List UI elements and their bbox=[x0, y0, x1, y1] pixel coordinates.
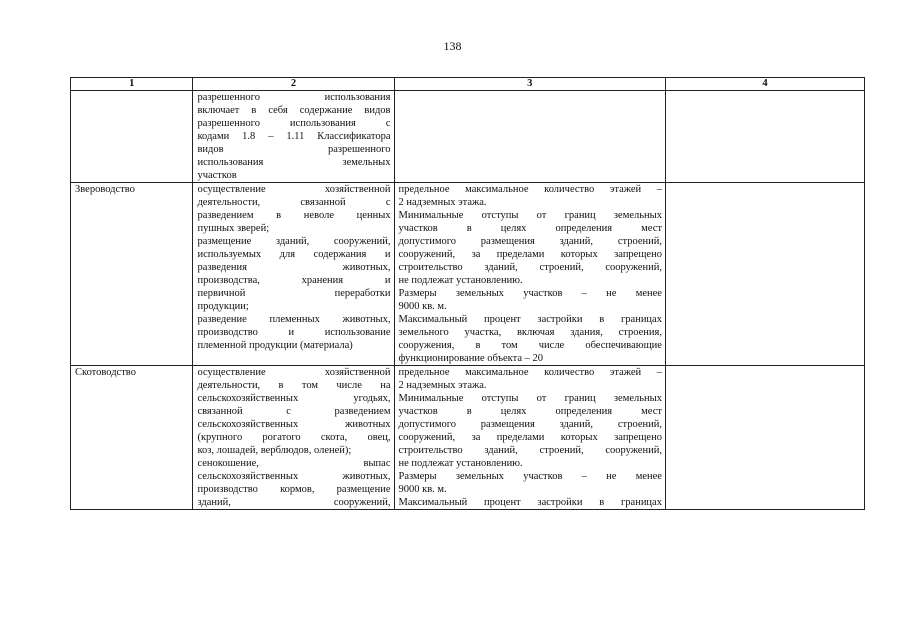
description-line: сельскохозяйственных животных bbox=[197, 419, 391, 430]
parameter-line: Минимальные отступы от границ земельных bbox=[398, 210, 662, 221]
column-4-cell bbox=[665, 366, 864, 510]
parameters-cell bbox=[394, 183, 665, 366]
parameter-line: сооружений, за пределами которых запрещено bbox=[398, 249, 662, 260]
parameter-line: 9000 кв. м. bbox=[398, 484, 447, 495]
parameter-line: Максимальный процент застройки в границах bbox=[398, 314, 662, 325]
description-line: деятельности, связанной с bbox=[197, 197, 391, 208]
description-line: участков bbox=[197, 170, 237, 181]
table-row bbox=[71, 183, 865, 366]
description-line: (крупного рогатого скота, овец, bbox=[197, 432, 391, 443]
land-use-table bbox=[70, 77, 865, 510]
description-line: осуществление хозяйственной bbox=[197, 367, 391, 378]
description-cell bbox=[193, 91, 394, 183]
description-line: деятельности, в том числе на bbox=[197, 380, 391, 391]
table-body bbox=[71, 91, 865, 510]
column-header-4: 4 bbox=[665, 78, 864, 91]
parameters-cell bbox=[394, 366, 665, 510]
description-cell bbox=[193, 183, 394, 366]
parameter-line: 2 надземных этажа. bbox=[398, 380, 487, 391]
description-line: разрешенного использования с bbox=[197, 118, 391, 129]
parameter-line: допустимого размещения зданий, строений, bbox=[398, 419, 662, 430]
column-header-1: 1 bbox=[71, 78, 193, 91]
description-line: разведением в неволе ценных bbox=[197, 210, 391, 221]
parameter-line: предельное максимальное количество этажей – bbox=[398, 184, 662, 195]
column-header-3: 3 bbox=[394, 78, 665, 91]
land-use-type-cell: Звероводство bbox=[71, 183, 193, 366]
parameter-line: Размеры земельных участков – не менее bbox=[398, 288, 662, 299]
description-line: сенокошение, выпас bbox=[197, 458, 391, 469]
description-line: продукции; bbox=[197, 301, 249, 312]
description-line: размещение зданий, сооружений, bbox=[197, 236, 391, 247]
description-line: производство и использование bbox=[197, 327, 391, 338]
table-row bbox=[71, 91, 865, 183]
parameter-line: не подлежат установлению. bbox=[398, 275, 523, 286]
parameter-line: функционирование объекта – 20 bbox=[398, 353, 544, 364]
description-line: кодами 1.8 – 1.11 Классификатора bbox=[197, 131, 391, 142]
description-cell bbox=[193, 366, 394, 510]
parameter-line: допустимого размещения зданий, строений, bbox=[398, 236, 662, 247]
table-row bbox=[71, 366, 865, 510]
column-4-cell bbox=[665, 183, 864, 366]
land-use-type-cell bbox=[71, 91, 193, 183]
parameter-line: предельное максимальное количество этажей – bbox=[398, 367, 662, 378]
parameter-line: сооружений, за пределами которых запрещено bbox=[398, 432, 662, 443]
description-line: сельскохозяйственных животных, bbox=[197, 471, 391, 482]
parameter-line: 2 надземных этажа. bbox=[398, 197, 487, 208]
land-use-type-cell: Скотоводство bbox=[71, 366, 193, 510]
table-header-row bbox=[71, 78, 865, 91]
parameter-line: земельного участка, включая здания, строения, bbox=[398, 327, 662, 338]
description-line: производства, хранения и bbox=[197, 275, 391, 286]
description-line: зданий, сооружений, bbox=[197, 497, 391, 508]
description-line: производство кормов, размещение bbox=[197, 484, 391, 495]
parameter-line: участков в целях определения мест bbox=[398, 223, 662, 234]
description-line: осуществление хозяйственной bbox=[197, 184, 391, 195]
description-line: использования земельных bbox=[197, 157, 391, 168]
column-4-cell bbox=[665, 91, 864, 183]
description-line: связанной с разведением bbox=[197, 406, 391, 417]
parameter-line: Минимальные отступы от границ земельных bbox=[398, 393, 662, 404]
description-line: разведения животных, bbox=[197, 262, 391, 273]
column-header-2: 2 bbox=[193, 78, 394, 91]
description-line: первичной переработки bbox=[197, 288, 391, 299]
page-number: 138 bbox=[443, 39, 462, 53]
description-line: разведение племенных животных, bbox=[197, 314, 391, 325]
parameter-line: строительство зданий, строений, сооружений, bbox=[398, 262, 662, 273]
description-line: племенной продукции (материала) bbox=[197, 340, 353, 351]
parameter-line: Максимальный процент застройки в границах bbox=[398, 497, 662, 508]
description-line: пушных зверей; bbox=[197, 223, 270, 234]
parameter-line: 9000 кв. м. bbox=[398, 301, 447, 312]
description-line: видов разрешенного bbox=[197, 144, 391, 155]
description-line: сельскохозяйственных угодьях, bbox=[197, 393, 391, 404]
description-line: коз, лошадей, верблюдов, оленей); bbox=[197, 445, 352, 456]
description-line: включает в себя содержание видов bbox=[197, 105, 391, 116]
parameter-line: Размеры земельных участков – не менее bbox=[398, 471, 662, 482]
parameter-line: сооружения, в том числе обеспечивающие bbox=[398, 340, 662, 351]
description-line: используемых для содержания и bbox=[197, 249, 391, 260]
description-line: разрешенного использования bbox=[197, 92, 391, 103]
parameter-line: участков в целях определения мест bbox=[398, 406, 662, 417]
parameter-line: строительство зданий, строений, сооружений, bbox=[398, 445, 662, 456]
parameter-line: не подлежат установлению. bbox=[398, 458, 523, 469]
parameters-cell bbox=[394, 91, 665, 183]
